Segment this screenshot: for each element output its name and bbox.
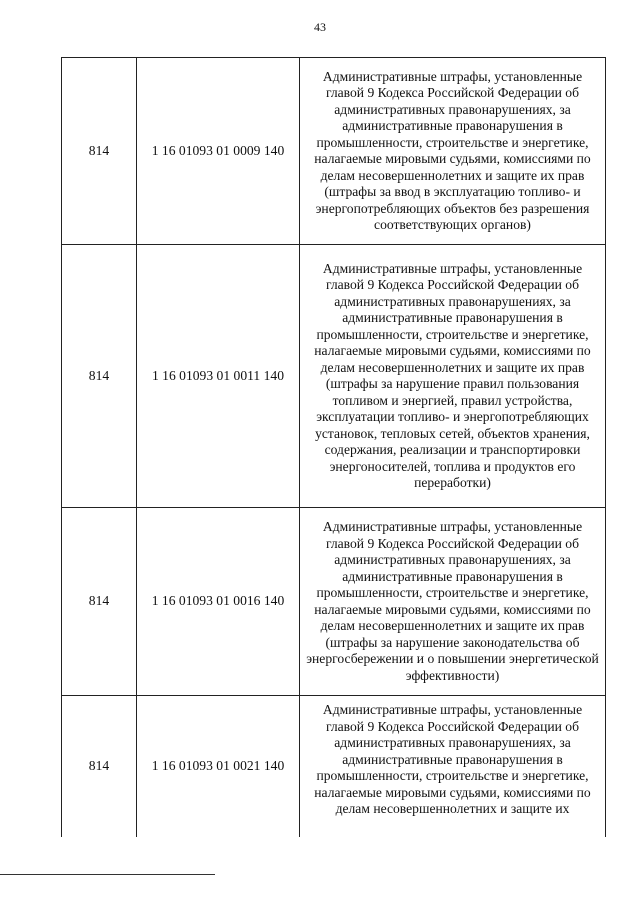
budget-classification-table <box>61 57 606 837</box>
footnote-divider <box>0 874 215 875</box>
description-cell: Административные штрафы, установленные главой 9 Кодекса Российской Федерации об административных правонарушениях, за административные правонарушения в промышленности, строительстве и энергетике, налагаемые мировыми судьями, комиссиями по делам несовершеннолетних и защите их прав (штрафы за нарушение законодательства об энергосбережении и о повышении энергетической эффективности) <box>300 508 606 696</box>
admin-code-cell: 814 <box>62 245 137 508</box>
table-row <box>62 508 606 696</box>
page-number: 43 <box>314 20 326 34</box>
admin-code-cell: 814 <box>62 58 137 245</box>
description-cell: Административные штрафы, установленные главой 9 Кодекса Российской Федерации об административных правонарушениях, за административные правонарушения в промышленности, строительстве и энергетике, налагаемые мировыми судьями, комиссиями по делам несовершеннолетних и защите их прав (штрафы за нарушение правил пользования топливом и энергией, правил устройства, эксплуатации топливо- и энергопотребляющих установок, тепловых сетей, объектов хранения, содержания, реализации и транспортировки энергоносителей, топлива и продуктов его переработки) <box>300 245 606 508</box>
description-cell: Административные штрафы, установленные главой 9 Кодекса Российской Федерации об административных правонарушениях, за административные правонарушения в промышленности, строительстве и энергетике, налагаемые мировыми судьями, комиссиями по делам несовершеннолетних и защите их прав (штрафы за ввод в эксплуатацию топливо- и энергопотребляющих объектов без разрешения соответствующих органов) <box>300 58 606 245</box>
table-row <box>62 696 606 838</box>
budget-code-cell: 1 16 01093 01 0011 140 <box>137 245 300 508</box>
admin-code-cell: 814 <box>62 696 137 838</box>
budget-code-cell: 1 16 01093 01 0016 140 <box>137 508 300 696</box>
table-row <box>62 58 606 245</box>
budget-code-cell: 1 16 01093 01 0021 140 <box>137 696 300 838</box>
budget-code-cell: 1 16 01093 01 0009 140 <box>137 58 300 245</box>
table-row <box>62 245 606 508</box>
description-cell: Административные штрафы, установленные главой 9 Кодекса Российской Федерации об административных правонарушениях, за административные правонарушения в промышленности, строительстве и энергетике, налагаемые мировыми судьями, комиссиями по делам несовершеннолетних и защите их <box>300 696 606 838</box>
admin-code-cell: 814 <box>62 508 137 696</box>
